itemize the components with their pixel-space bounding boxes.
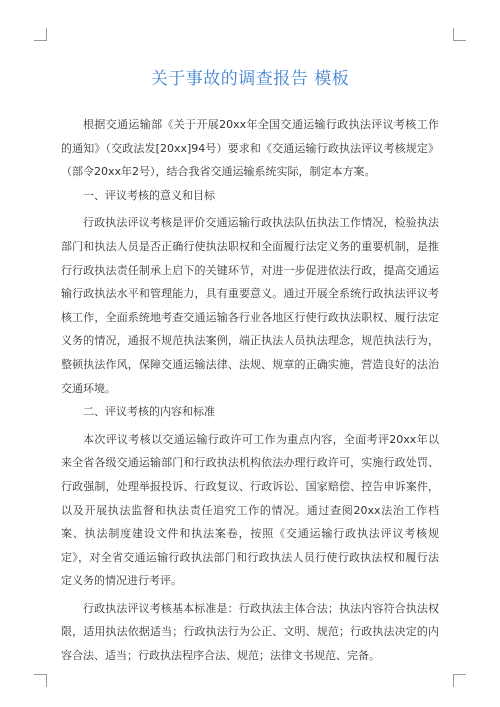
section-heading-2: 二、评议考核的内容和标准 — [83, 405, 215, 419]
standards-paragraph: 行政执法评议考核基本标准是：行政执法主体合法；执法内容符合执法权限，适用执法依据适当；行政执法行为公正、文明、规范；行政执法决定的内容合法、适当；行政执法程序合法、规范；法律文书规范、完备。 — [61, 601, 439, 663]
section-2-paragraph: 本次评议考核以交通运输行政许可工作为重点内容，全面考评20xx年以来全省各级交通运输部门和行政执法机构依法办理行政许可，实施行政处罚、行政强制，处理举报投诉、行政复议、行政诉讼、国家赔偿、控告申诉案件，以及开展执法监督和执法责任追究工作的情况。通过查阅20xx法治工作档案、执法制度建设文件和执法案卷，按照《交通运输行政执法评议考核规定》，对全省交通运输行政执法部门和行政执法人员行使行政执法权和履行法定义务的情况进行考评。 — [61, 432, 439, 588]
corner-mark-top-left — [34, 28, 47, 41]
corner-mark-top-right — [453, 28, 466, 41]
intro-paragraph: 根据交通运输部《关于开展20xx年全国交通运输行政执法评议考核工作的通知》（交政法发[20xx]94号）要求和《交通运输行政执法评议考核规定》（部令20xx年2号），结合我省交通运输系统实际，制定本方案。 — [61, 118, 439, 179]
document-title: 关于事故的调查报告 模板 — [150, 69, 350, 89]
corner-mark-bottom-right — [453, 674, 466, 687]
corner-mark-bottom-left — [34, 674, 47, 687]
section-1-paragraph: 行政执法评议考核是评价交通运输行政执法队伍执法工作情况，检验执法部门和执法人员是否正确行使执法职权和全面履行法定义务的重要机制，是推行行政执法责任制承上启下的关键环节，对进一步促进依法行政，提高交通运输行政执法水平和管理能力，具有重要意义。通过开展全系统行政执法评议考核工作，全面系统地考查交通运输各行业各地区行使行政执法职权、履行法定义务的情况，通报不规范执法案例，端正执法人员执法理念，规范执法行为，整顿执法作风，保障交通运输法律、法规、规章的正确实施，营造良好的法治交通环境。 — [61, 216, 439, 395]
document-body — [61, 113, 439, 668]
section-heading-1: 一、评议考核的意义和目标 — [83, 188, 215, 202]
